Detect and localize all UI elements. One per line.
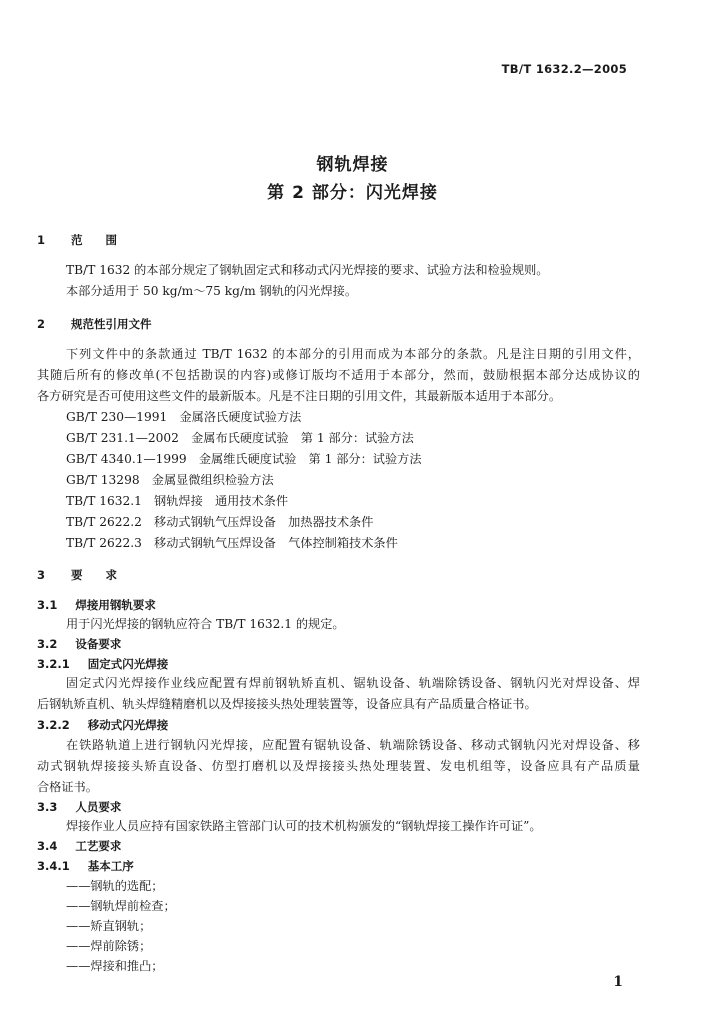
subsection-3-4-1-heading: [37, 858, 134, 874]
subsection-3-4-heading: [37, 838, 121, 854]
section-number: 3.2.2: [37, 718, 70, 732]
section-title: 人员要求: [75, 800, 122, 814]
section-number: 3.3: [37, 800, 58, 814]
paragraph-line: 后钢轨矫直机、轨头焊缝精磨机以及焊接接头热处理装置等，设备应具有产品质量合格证书。: [37, 697, 537, 711]
section-3-heading: [37, 567, 117, 583]
document-subtitle: 第 2 部分：闪光焊接: [267, 183, 438, 203]
reference-item: GB/T 13298 金属显微组织检验方法: [66, 473, 274, 487]
section-title: 范 围: [71, 233, 118, 247]
subsection-3-2-1-heading: [37, 656, 168, 672]
section-title: 基本工序: [87, 859, 134, 873]
reference-item: TB/T 2622.3 移动式钢轨气压焊设备 气体控制箱技术条件: [66, 536, 398, 550]
subsection-3-3-heading: [37, 799, 121, 815]
section-number: 3.4.1: [37, 859, 70, 873]
section-number: 1: [37, 233, 46, 247]
paragraph-line: 各方研究是否可使用这些文件的最新版本。凡是不注日期的引用文件，其最新版本适用于本部分。: [37, 389, 562, 403]
paragraph-line: 下列文件中的条款通过 TB/T 1632 的本部分的引用而成为本部分的条款。凡是注日期的引用文件，: [66, 347, 640, 361]
reference-item: GB/T 4340.1—1999 金属维氏硬度试验 第 1 部分：试验方法: [66, 452, 422, 466]
section-title: 固定式闪光焊接: [87, 657, 169, 671]
paragraph: TB/T 1632 的本部分规定了钢轨固定式和移动式闪光焊接的要求、试验方法和检验规则。: [66, 263, 549, 277]
reference-item: TB/T 2622.2 移动式钢轨气压焊设备 加热器技术条件: [66, 515, 374, 529]
paragraph-line: 固定式闪光焊接作业线应配置有焊前钢轨矫直机、锯轨设备、轨端除锈设备、钢轨闪光对焊设备、焊: [66, 676, 640, 690]
subsection-3-1-heading: [37, 597, 156, 613]
standard-code: TB/T 1632.2—2005: [501, 62, 627, 76]
reference-item: GB/T 231.1—2002 金属布氏硬度试验 第 1 部分：试验方法: [66, 431, 414, 445]
paragraph-line: 其随后所有的修改单(不包括勘误的内容)或修订版均不适用于本部分，然而，鼓励根据本部分达成协议的: [37, 368, 640, 382]
section-number: 3.2.1: [37, 657, 70, 671]
paragraph-line: 合格证书。: [37, 780, 98, 794]
reference-item: TB/T 1632.1 钢轨焊接 通用技术条件: [66, 494, 289, 508]
subsection-3-2-2-heading: [37, 717, 168, 733]
subsection-3-2-heading: [37, 636, 121, 652]
document-title: 钢轨焊接: [316, 155, 389, 175]
page-number: 1: [613, 974, 623, 990]
paragraph: 本部分适用于 50 kg/m～75 kg/m 钢轨的闪光焊接。: [66, 284, 358, 298]
list-item: ——钢轨焊前检查；: [66, 899, 176, 913]
section-2-heading: [37, 316, 152, 332]
section-number: 3.1: [37, 598, 58, 612]
section-number: 2: [37, 317, 46, 331]
paragraph-line: 动式钢轨焊接接头矫直设备、仿型打磨机以及焊接接头热处理装置、发电机组等，设备应具有产品质量: [37, 759, 640, 773]
list-item: ——钢轨的选配；: [66, 879, 164, 893]
list-item: ——焊接和推凸；: [66, 959, 164, 973]
paragraph: 用于闪光焊接的钢轨应符合 TB/T 1632.1 的规定。: [66, 617, 345, 631]
paragraph: 焊接作业人员应持有国家铁路主管部门认可的技术机构颁发的“钢轨焊接工操作许可证”。: [66, 819, 542, 833]
reference-item: GB/T 230—1991 金属洛氏硬度试验方法: [66, 410, 302, 424]
section-number: 3.2: [37, 637, 58, 651]
section-1-heading: [37, 232, 117, 248]
section-title: 设备要求: [75, 637, 122, 651]
section-number: 3.4: [37, 839, 58, 853]
paragraph-line: 在铁路轨道上进行钢轨闪光焊接，应配置有锯轨设备、轨端除锈设备、移动式钢轨闪光对焊设备、移: [66, 738, 640, 752]
section-title: 要 求: [71, 568, 118, 582]
section-title: 焊接用钢轨要求: [75, 598, 156, 612]
list-item: ——矫直钢轨；: [66, 919, 152, 933]
section-title: 工艺要求: [75, 839, 122, 853]
section-title: 规范性引用文件: [71, 317, 152, 331]
list-item: ——焊前除锈；: [66, 939, 152, 953]
section-number: 3: [37, 568, 46, 582]
section-title: 移动式闪光焊接: [87, 718, 169, 732]
